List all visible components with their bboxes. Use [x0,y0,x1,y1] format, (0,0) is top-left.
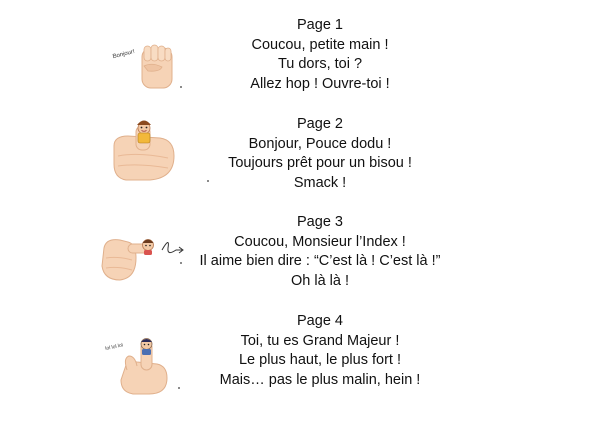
decorative-dot [180,262,182,264]
fist-icon [108,36,183,96]
page-3-line-3: Oh là là ! [290,272,350,289]
page-4-line-3: Mais… pas le plus malin, hein ! [219,371,421,388]
decorative-dot [178,387,180,389]
thumb-puppet-illustration [108,116,183,186]
page-3-heading: Page 3 [297,214,343,230]
page-2-text [190,115,450,193]
index-finger-puppet-icon [98,228,188,288]
bonjour-caption: Bonjour! [112,49,136,61]
page-3-text [190,213,450,291]
page-4-line-2: Le plus haut, le plus fort ! [238,352,401,369]
page-2-heading: Page 2 [297,116,343,132]
page-1-line-1: Coucou, petite main ! [251,36,389,53]
page-1-line-3: Allez hop ! Ouvre-toi ! [250,75,390,92]
page-4-line-1: Toi, tu es Grand Majeur ! [240,332,400,349]
page-1-line-2: Tu dors, toi ? [277,56,363,73]
fist-illustration [108,36,183,96]
page-4-heading: Page 4 [297,313,343,329]
thumb-puppet-icon [108,116,183,186]
middle-finger-puppet-icon [103,334,183,396]
page-3-line-2: Il aime bien dire : “C’est là ! C’est là !” [199,253,441,270]
page-1-text [190,16,450,94]
decorative-dot [180,86,182,88]
page-2-line-2: Toujours prêt pour un bisou ! [228,155,412,172]
page-1-heading: Page 1 [297,17,343,33]
index-puppet-illustration [98,228,188,288]
page-2-line-3: Smack ! [293,174,347,191]
page-2-line-1: Bonjour, Pouce dodu ! [248,135,392,152]
lol-caption: lol lol lol [104,342,124,352]
page-4-text [190,312,450,390]
middle-finger-puppet-illustration [103,334,183,396]
page-3-line-1: Coucou, Monsieur l’Index ! [234,233,406,250]
